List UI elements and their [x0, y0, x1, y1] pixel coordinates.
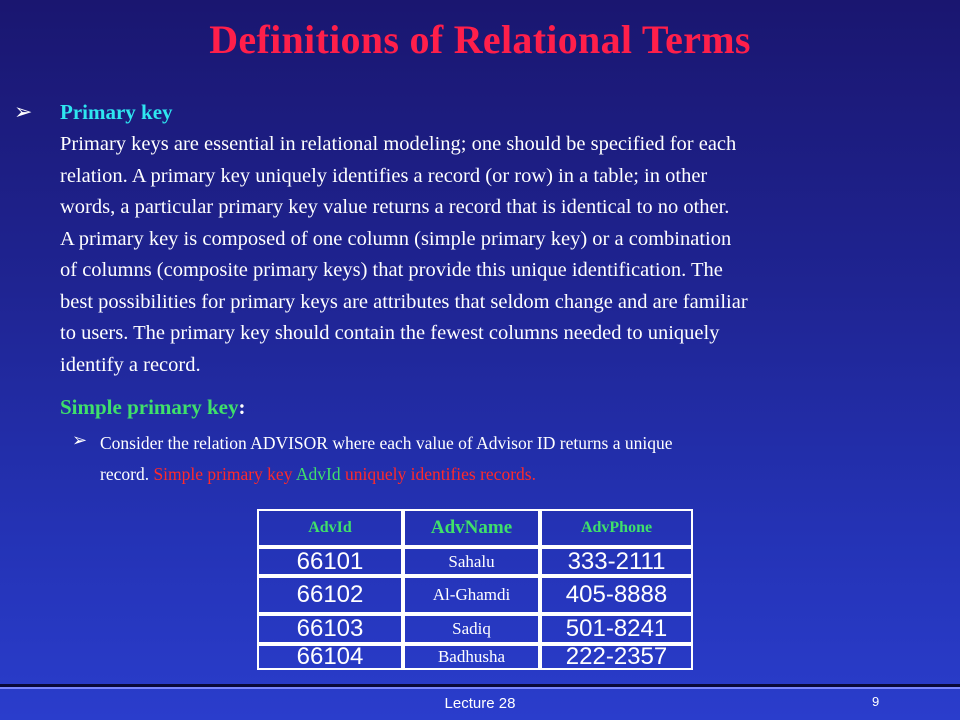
table-cell-advid: 66102 [257, 576, 403, 614]
table-cell-advname: Sadiq [403, 614, 540, 644]
definition-line: relation. A primary key uniquely identifies a record (or row) in a table; in other [60, 164, 708, 187]
simple-heading-text: Simple primary key [60, 395, 239, 419]
example-red-text: Simple primary key [153, 464, 296, 484]
column-header-advname: AdvName [403, 509, 540, 547]
table-cell-advphone: 222-2357 [540, 644, 693, 670]
definition-line: best possibilities for primary keys are attributes that seldom change and are familiar [60, 290, 748, 313]
example-text: record. [100, 464, 154, 484]
arrow-bullet-icon: ➢ [72, 430, 88, 451]
definition-line: of columns (composite primary keys) that provide this unique identification. The [60, 259, 723, 281]
example-key-name: AdvId [295, 464, 341, 484]
definition-line: A primary key is composed of one column (simple primary key) or a combination [60, 227, 732, 250]
table-cell-advid: 66104 [257, 644, 403, 670]
primary-key-definition [60, 129, 950, 381]
slide-page-number: 9 [872, 694, 880, 709]
footer-lecture-label: Lecture 28 [444, 695, 516, 712]
simple-primary-key-heading [60, 395, 246, 420]
column-header-advid: AdvId [257, 509, 403, 547]
arrow-bullet-icon: ➢ [14, 100, 33, 125]
column-header-advphone: AdvPhone [540, 509, 693, 547]
table-cell-advphone: 501-8241 [540, 614, 693, 644]
table-cell-advid: 66101 [257, 547, 403, 576]
advisor-example-text [100, 428, 900, 490]
table-cell-advid: 66103 [257, 614, 403, 644]
table-cell-advname: Al-Ghamdi [403, 576, 540, 614]
primary-key-heading: Primary key [60, 100, 173, 124]
table-cell-advname: Sahalu [403, 547, 540, 576]
slide-title: Definitions of Relational Terms [209, 17, 751, 62]
table-cell-advname: Badhusha [403, 644, 540, 670]
definition-line: Primary keys are essential in relational modeling; one should be specified for each [60, 133, 737, 155]
definition-line: words, a particular primary key value returns a record that is identical to no other. [60, 196, 730, 218]
example-red-text: uniquely identifies records. [340, 464, 536, 484]
footer-divider-highlight [0, 687, 960, 689]
definition-line: to users. The primary key should contain the fewest columns needed to uniquely [60, 322, 720, 344]
example-line-2 [100, 459, 900, 490]
definition-line: identify a record. [60, 353, 201, 376]
table-cell-advphone: 333-2111 [540, 547, 693, 576]
simple-heading-colon: : [238, 395, 246, 419]
table-cell-advphone: 405-8888 [540, 576, 693, 614]
example-line-1: Consider the relation ADVISOR where each value of Advisor ID returns a unique [100, 433, 673, 453]
